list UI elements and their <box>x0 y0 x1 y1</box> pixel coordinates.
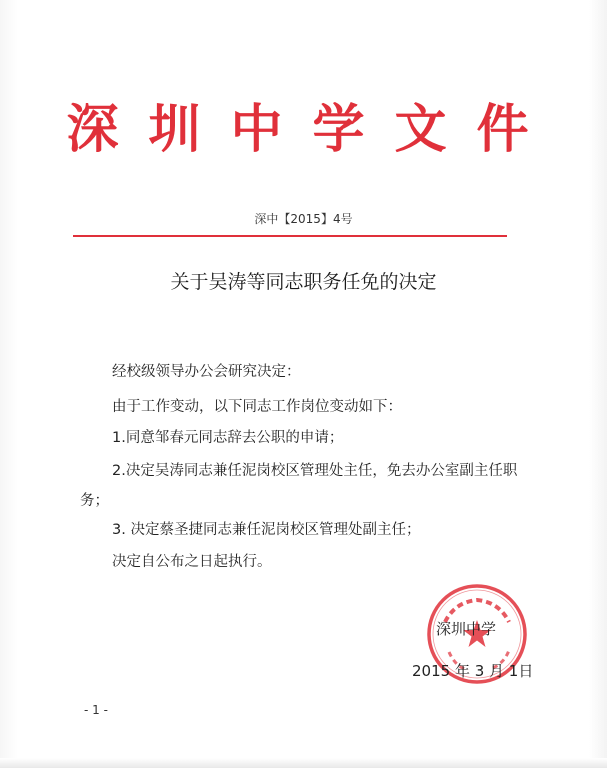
issuer-name: 深圳中学 <box>436 620 497 638</box>
body-paragraph-continuation: 务； <box>80 493 109 509</box>
body-paragraph: 决定自公布之日起执行。 <box>112 554 272 570</box>
document-header-title: 深圳中学文件 <box>66 99 559 160</box>
document-number: 深中【2015】4号 <box>254 212 353 226</box>
document-title: 关于吴涛等同志职务任免的决定 <box>170 271 437 293</box>
body-paragraph: 由于工作变动，以下同志工作岗位变动如下： <box>112 399 402 415</box>
page-number: - 1 - <box>84 703 108 717</box>
issue-date: 2015 年 3 月 1日 <box>412 662 534 680</box>
body-paragraph: 2.决定吴涛同志兼任泥岗校区管理处主任，免去办公室副主任职 <box>112 463 518 479</box>
body-paragraph: 经校级领导办公会研究决定： <box>112 364 301 380</box>
page-edge-shadow <box>0 758 607 768</box>
body-paragraph: 3. 决定蔡圣捷同志兼任泥岗校区管理处副主任； <box>112 522 421 538</box>
red-divider-line <box>73 235 507 237</box>
body-paragraph: 1.同意邹春元同志辞去公职的申请； <box>112 430 344 446</box>
